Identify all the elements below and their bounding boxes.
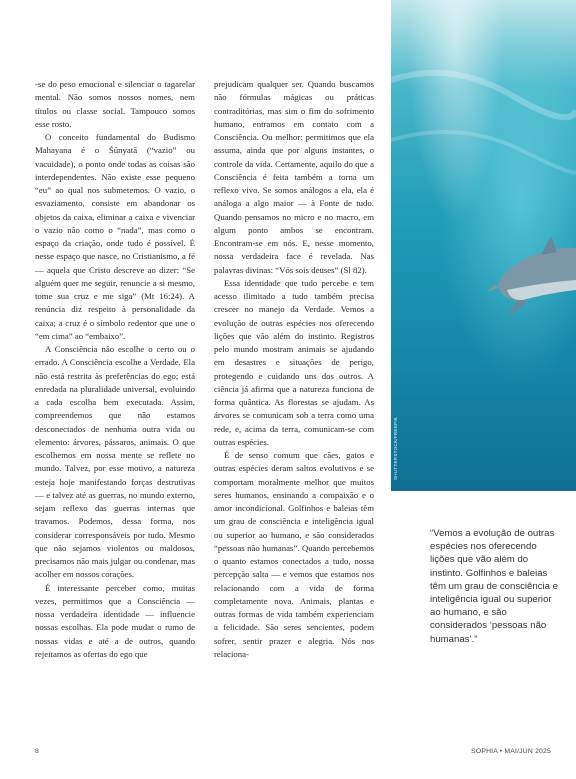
article-column-1 xyxy=(35,78,195,661)
paragraph: É interessante perceber como, muitas vezes, permitimos que a Consciência — nossa verdadeira identidade — influencie nossas escolhas. Ela pode mudar o rumo de nossas vidas e até a de outros, quando rejeitamos as ofertas do ego que xyxy=(35,582,195,659)
paragraph: prejudicam qualquer ser. Quando buscamos não fórmulas mágicas ou práticas contraditórias, mas sim o fim do sofrimento humano, entramos em contato com a Consciência. Ou melhor: permitimos que ela assuma, ainda que por alguns instantes, o controle da vida. Certamente, aquilo do que a Consciência é feita também a torna um reflexo vivo. Se somos análogos a ela, ela é análoga a algo maior — à Fonte de tudo. Quando pensamos no micro e no macro, em algum ponto ambos se encontram. Encontram-se em nós. E, nesse momento, nossa verdadeira face é revelada. Nas palavras divinas: “Vós sois deuses” (Sl 82). xyxy=(214,79,374,275)
paragraph: É de senso comum que cães, gatos e outras espécies deram saltos evolutivos e se comportam moralmente melhor que muitos seres humanos, ensinando a compaixão e o amor incondicional. Golfinhos e baleias têm um grau de consciência e inteligência igual ou superior ao humano, e são considerados “pessoas não humanas”. Quando percebemos o quanto estamos conectados a tudo, nossa percepção salta — e vemos que estamos nos relacionando com a vida de forma completamente nova. Animais, plantas e outras formas de vida também experienciam a felicidade. São seres sencientes, podem sofrer, sentir prazer e alegria. Nós nos relaciona- xyxy=(214,450,374,659)
paragraph: A Consciência não escolhe o certo ou o errado. A Consciência escolhe a Verdade. Ela não está restrita às preferências do ego; está enredada na pluralidade universal, evoluindo a cada escolha bem executada. Assim, compreendemos que não estamos desconectados de nenhuma outra vida ou elemento: árvores, pássaros, animais. O que escolhemos em nossa mente se reflete no mundo. Talvez, por esse motivo, a natureza esteja hoje manifestando forças destrutivas — e talvez até as guerras, no mundo externo, sejam reflexo das guerras internas que travamos. Podemos, dessa forma, nos considerar corresponsáveis por tudo. Mesmo que não sejamos violentos ou maldosos, precisamos não mais julgar ou condenar, mas acolher em nossos corações. xyxy=(35,344,195,580)
photo-credit: SHUTTERSTOCK/FREEPIK xyxy=(393,416,398,480)
paragraph: Essa identidade que tudo percebe e tem acesso ilimitado a tudo também precisa crescer no manejo da Verdade. Vemos a evolução de outras espécies nos oferecendo lições que vão além do instinto. Registros pelo mundo mostram animais se ajudando em desastres e situações de perigo, protegendo e cuidando uns dos outros. A ciência já afirma que a natureza funciona de forma quântica. As florestas se ajudam. As árvores se comunicam sob a terra como uma rede, e, acima da terra, comunicam-se com outras espécies. xyxy=(214,277,374,447)
dolphin-photo xyxy=(391,0,576,491)
pull-quote: “Vemos a evolução de outras espécies nos oferecendo lições que vão além do instinto. Golfinhos e baleias têm um grau de consciência e inteligência igual ou superior ao humano, e são considerados ‘pessoas não humanas’.” xyxy=(430,528,558,645)
magazine-footer: SOPHIA • MAI/JUN 2025 xyxy=(471,748,551,755)
paragraph: O conceito fundamental do Budismo Mahayana é o Śūnyatā (“vazio” ou vacuidade), o ponto onde todas as coisas são interdependentes. Não existe esse pequeno “eu” ao qual nos submetemos. O vazio, o esvaziamento, consiste em abandonar os objetos da caixa, eliminar a caixa e vivenciar o vazio não como o “nada”, mas como o espaço da criação, onde tudo é possível. É nesse espaço que nasce, no Cristianismo, a fé — aquela que Cristo descreve ao dizer: “Se alguém quer me seguir, renuncie a si mesmo, tome sua cruz e me siga” (Mt 16:24). A renúncia diz respeito à personalidade da caixa; a cruz é o símbolo redentor que une o “em cima” ao “embaixo”. xyxy=(35,132,195,341)
article-column-2 xyxy=(214,78,374,661)
dolphin-illustration xyxy=(391,0,576,491)
paragraph: -se do peso emocional e silenciar o tagarelar mental. Não somos nossos nomes, nem títulos ou classe social. Tampouco somos esse rosto. xyxy=(35,79,195,129)
page-number: 8 xyxy=(35,748,39,755)
